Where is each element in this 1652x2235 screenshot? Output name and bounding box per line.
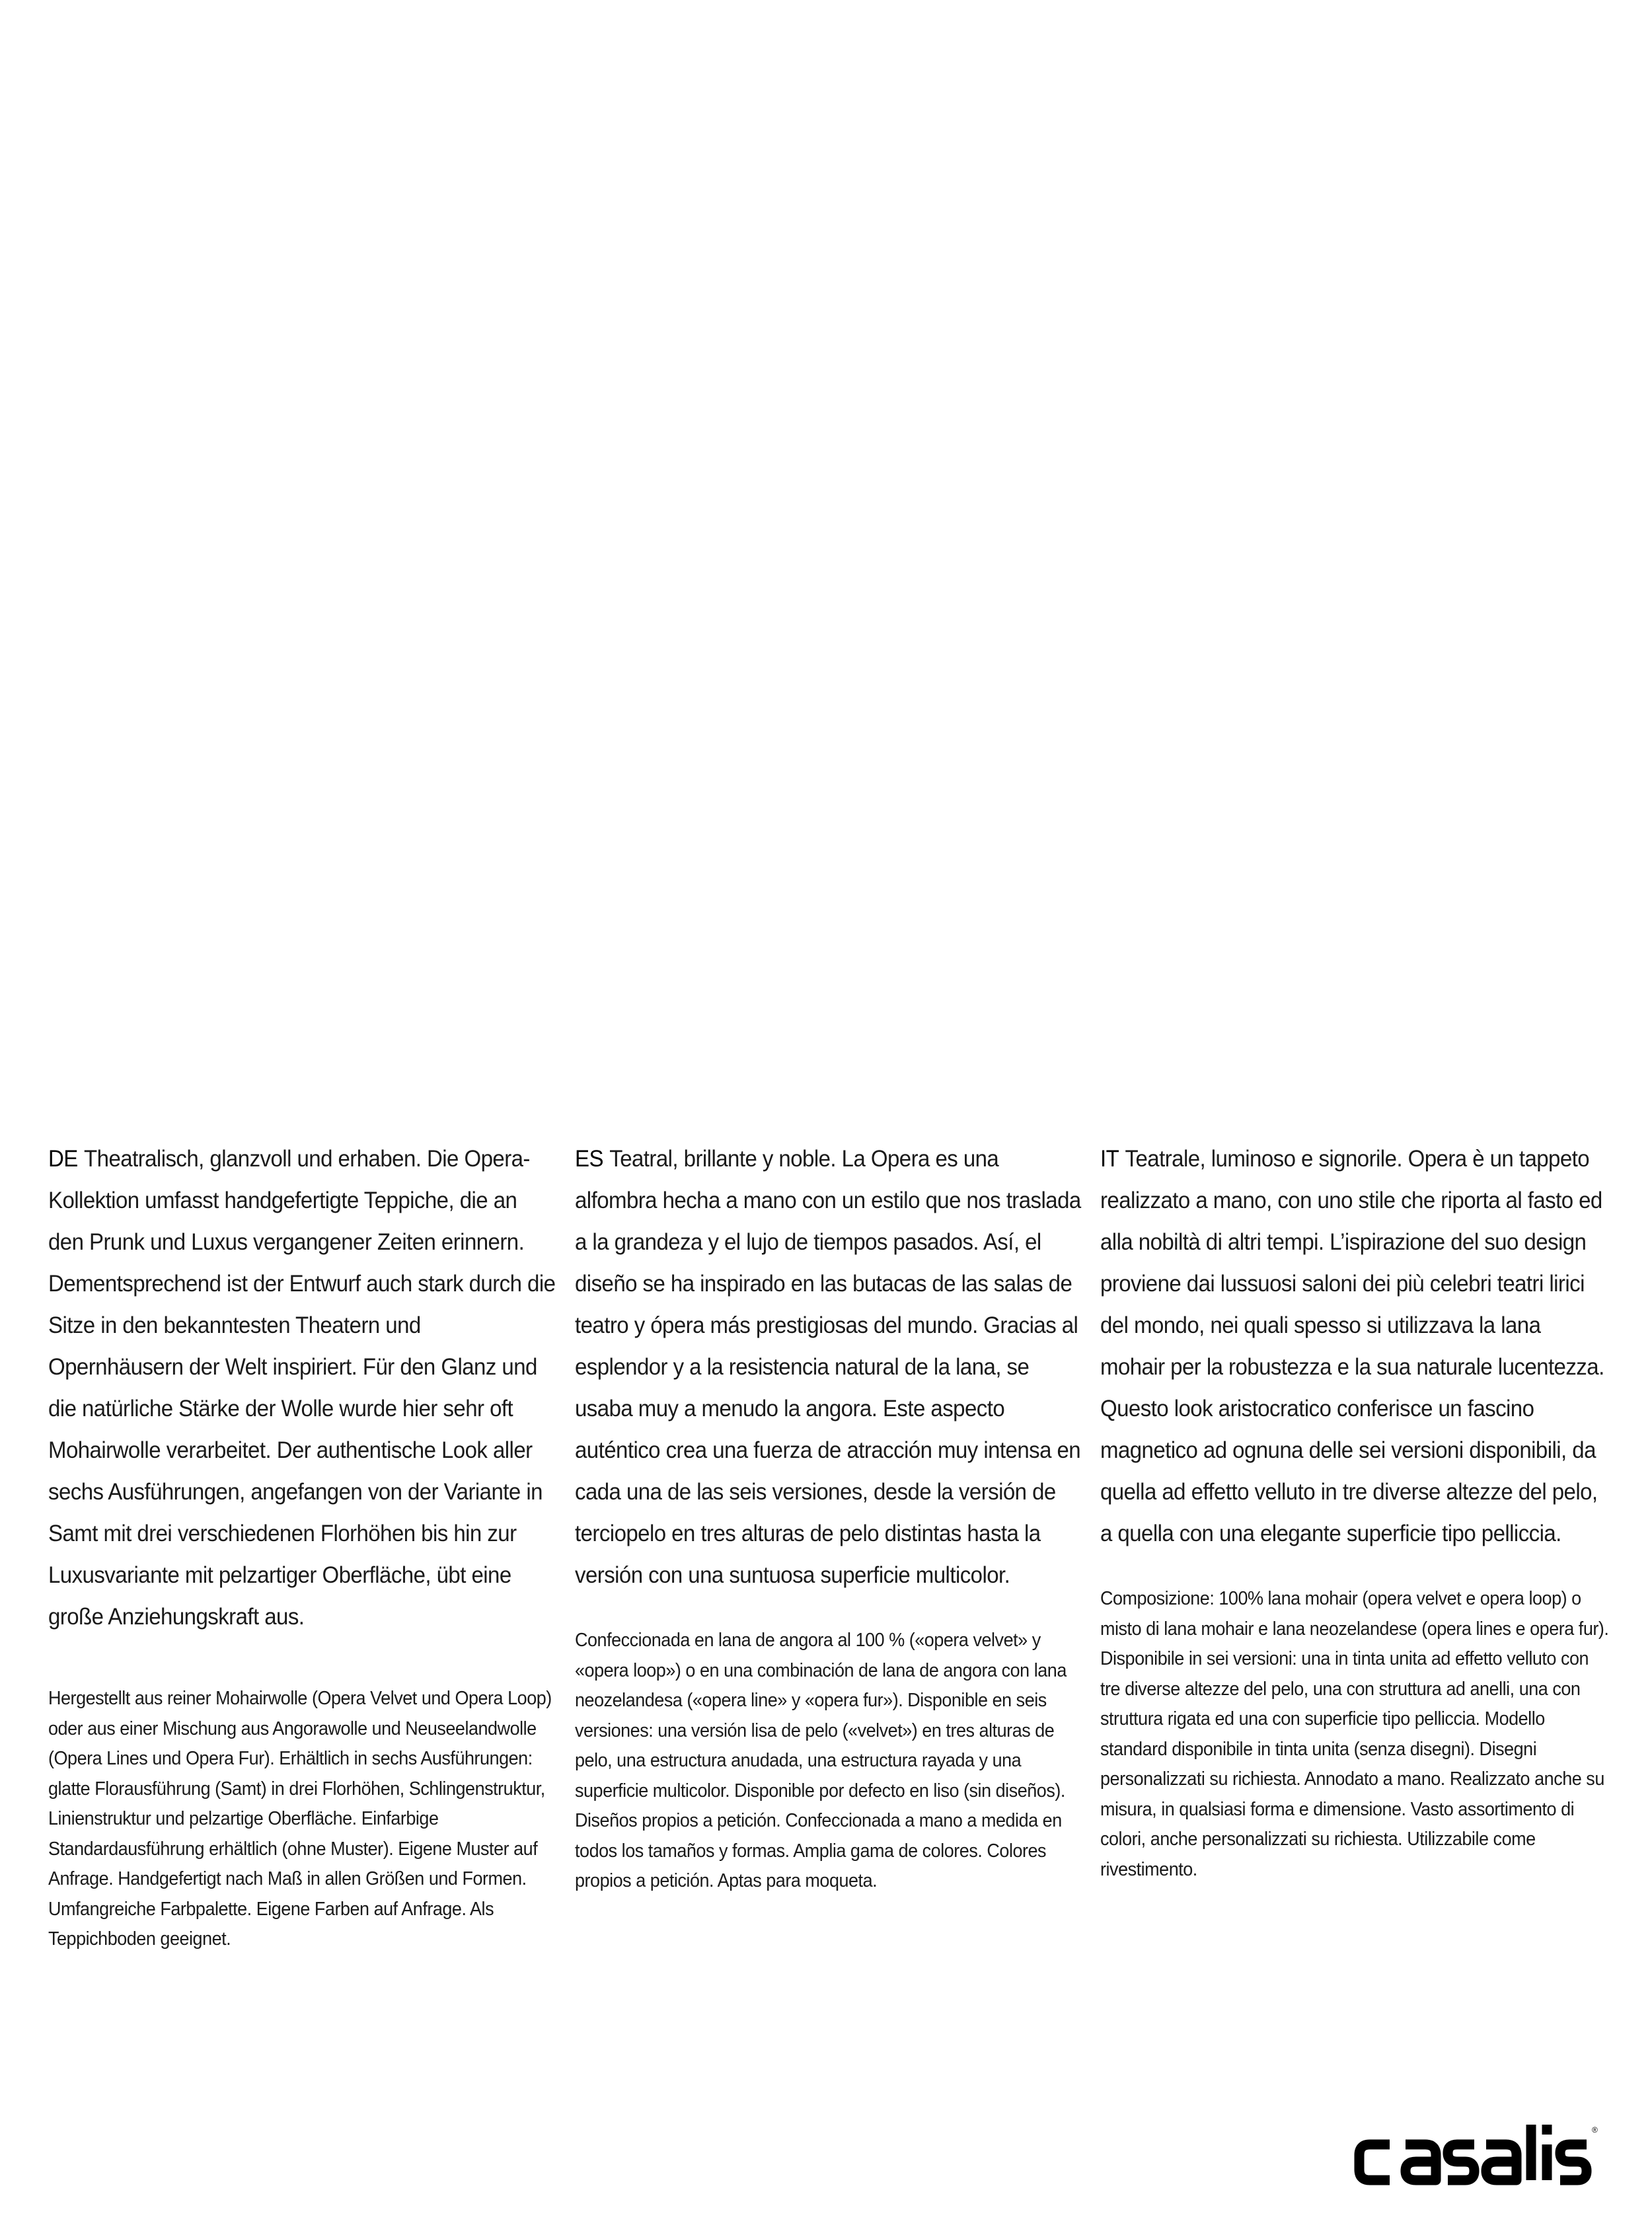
casalis-logo: [1351, 2118, 1609, 2194]
column-it: [1100, 1138, 1609, 1885]
column-es: [575, 1138, 1084, 1897]
details-paragraph-es: Confeccionada en lana de angora al 100 % («opera velvet» y «opera loop») o en una combinación de lana de angora con lana neozelandesa («opera line» y «opera fur»). Disponible en seis versiones: una versión lisa de pelo («velvet») en tres alturas de pelo, una estructura anudada, una estructura rayada y una superficie multicolor. Disponible por defecto en liso (sin diseños). Diseños propios a petición. Confeccionada a mano a medida en todos los tamaños y formas. Amplia gama de colores. Colores propios a petición. Aptas para moqueta.: [575, 1630, 1067, 1891]
language-code-de: DE: [48, 1145, 78, 1172]
registered-mark: ®: [1592, 2125, 1598, 2135]
intro-paragraph-es: [575, 1138, 1084, 1596]
details-paragraph-de: Hergestellt aus reiner Mohairwolle (Opera Velvet und Opera Loop) oder aus einer Mischung aus Angorawolle und Neuseelandwolle (Opera Lines und Opera Fur). Erhältlich in sechs Ausführungen: glatte Florausführung (Samt) in drei Florhöhen, Schlingenstruktur, Linienstruktur und pelzartige Oberfläche. Einfarbige Standardausführung erhältlich (ohne Muster). Eigene Muster auf Anfrage. Handgefertigt nach Maß in allen Größen und Formen. Umfangreiche Farbpalette. Eigene Farben auf Anfrage. Als Teppichboden geeignet.: [48, 1688, 552, 1950]
intro-paragraph-it: [1100, 1138, 1609, 1554]
language-code-es: ES: [575, 1145, 603, 1172]
intro-text-it: Teatrale, luminoso e signorile. Opera è un tappeto realizzato a mano, con uno stile che riporta al fasto ed alla nobiltà di altri tempi. L’ispirazione del suo design proviene dai lussuosi saloni dei più celebri teatri lirici del mondo, nei quali spesso si utilizzava la lana mohair per la robustezza e la sua naturale lucentezza. Questo look aristocratico conferisce un fascino magnetico ad ognuna delle sei versioni disponibili, da quella ad effetto velluto in tre diverse altezze del pelo, a quella con una elegante superficie tipo pelliccia.: [1100, 1145, 1604, 1546]
intro-text-es: Teatral, brillante y noble. La Opera es una alfombra hecha a mano con un estilo que nos traslada a la grandeza y el lujo de tiempos pasados. Así, el diseño se ha inspirado en las butacas de las salas de teatro y ópera más prestigiosas del mundo. Gracias al esplendor y a la resistencia natural de la lana, se usaba muy a menudo la angora. Este aspecto auténtico crea una fuerza de atracción muy intensa en cada una de las seis versiones, desde la versión de terciopelo en tres alturas de pelo distintas hasta la versión con una suntuosa superficie multicolor.: [575, 1145, 1081, 1588]
intro-paragraph-de: [48, 1138, 557, 1638]
column-de: [48, 1138, 557, 1955]
intro-text-de: Theatralisch, glanzvoll und erhaben. Die Opera-Kollektion umfasst handgefertigte Teppiche, die an den Prunk und Luxus vergangener Zeiten erinnern. Dementsprechend ist der Entwurf auch stark durch die Sitze in den bekanntesten Theatern und Opernhäusern der Welt inspiriert. Für den Glanz und die natürliche Stärke der Wolle wurde hier sehr oft Mohairwolle verarbeitet. Der authentische Look aller sechs Ausführungen, angefangen von der Variante in Samt mit drei verschiedenen Florhöhen bis hin zur Luxusvariante mit pelzartiger Oberfläche, übt eine große Anziehungskraft aus.: [48, 1145, 556, 1630]
language-code-it: IT: [1100, 1145, 1119, 1172]
details-paragraph-it: Composizione: 100% lana mohair (opera velvet e opera loop) o misto di lana mohair e lana neozelandese (opera lines e opera fur). Disponibile in sei versioni: una in tinta unita ad effetto velluto con tre diverse altezze del pelo, una con struttura ad anelli, una con struttura rigata ed una con superficie tipo pelliccia. Modello standard disponibile in tinta unita (senza disegni). Disegni personalizzati su richiesta. Annodato a mano. Realizzato anche su misura, in qualsiasi forma e dimensione. Vasto assortimento di colori, anche personalizzati su richiesta. Utilizzabile come rivestimento.: [1100, 1588, 1609, 1880]
